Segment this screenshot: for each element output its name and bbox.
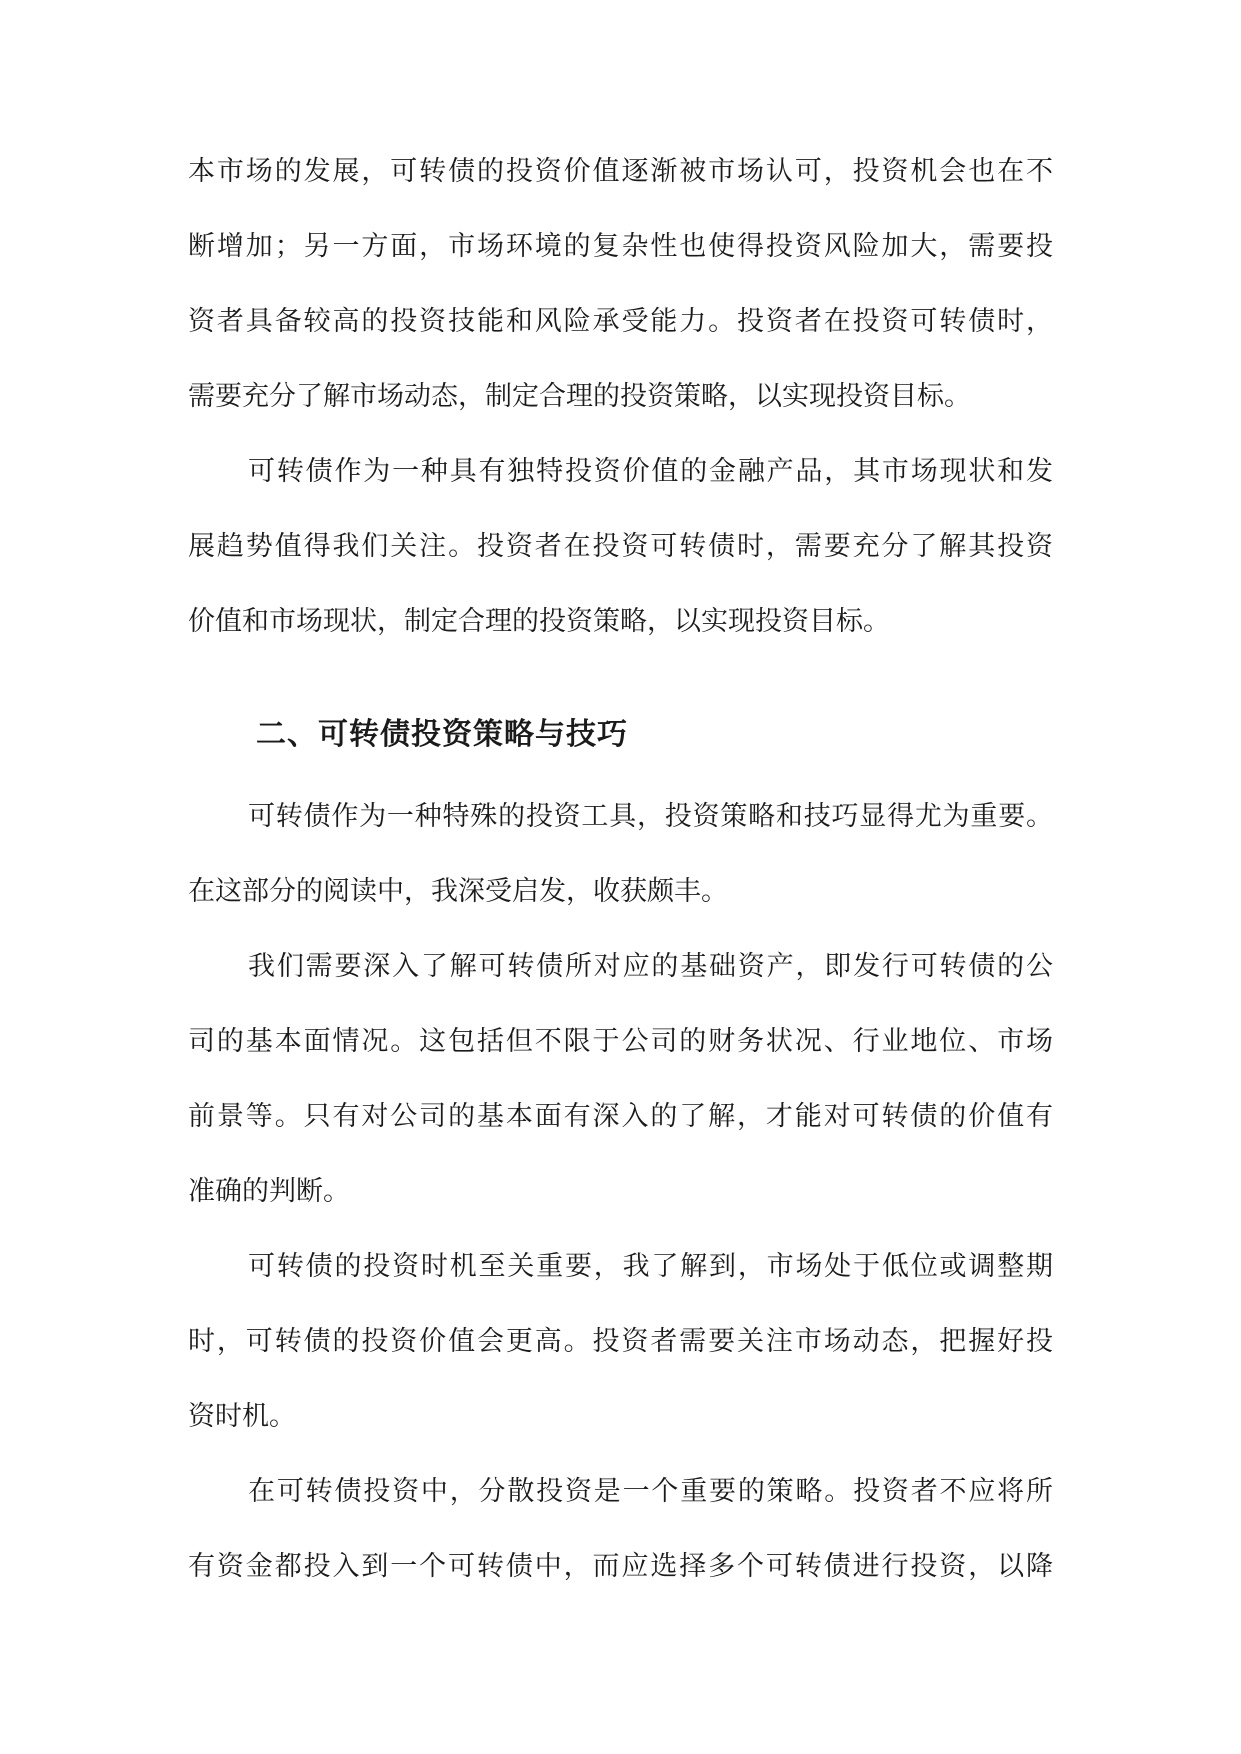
text-line: 资者具备较高的投资技能和风险承受能力。投资者在投资可转债时， bbox=[188, 306, 1053, 337]
section-heading: 二、可转债投资策略与技巧 bbox=[256, 717, 628, 752]
text-line: 有资金都投入到一个可转债中，而应选择多个可转债进行投资，以降 bbox=[188, 1551, 1053, 1582]
text-line: 价值和市场现状，制定合理的投资策略，以实现投资目标。 bbox=[188, 606, 890, 637]
text-line: 资时机。 bbox=[188, 1401, 296, 1432]
text-line: 时，可转债的投资价值会更高。投资者需要关注市场动态，把握好投 bbox=[188, 1326, 1053, 1357]
text-line: 在这部分的阅读中，我深受启发，收获颇丰。 bbox=[188, 876, 728, 907]
text-line: 前景等。只有对公司的基本面有深入的了解，才能对可转债的价值有 bbox=[188, 1101, 1053, 1132]
text-line: 准确的判断。 bbox=[188, 1176, 350, 1207]
text-line: 断增加；另一方面，市场环境的复杂性也使得投资风险加大，需要投 bbox=[188, 231, 1053, 262]
paragraph-first-line: 可转债作为一种具有独特投资价值的金融产品，其市场现状和发 bbox=[248, 456, 1053, 487]
text-line: 需要充分了解市场动态，制定合理的投资策略，以实现投资目标。 bbox=[188, 381, 971, 412]
text-line: 展趋势值得我们关注。投资者在投资可转债时，需要充分了解其投资 bbox=[188, 531, 1053, 562]
text-line: 司的基本面情况。这包括但不限于公司的财务状况、行业地位、市场 bbox=[188, 1026, 1053, 1057]
paragraph-first-line: 在可转债投资中，分散投资是一个重要的策略。投资者不应将所 bbox=[248, 1476, 1053, 1507]
paragraph-first-line: 我们需要深入了解可转债所对应的基础资产，即发行可转债的公 bbox=[248, 951, 1053, 982]
paragraph-first-line: 可转债的投资时机至关重要，我了解到，市场处于低位或调整期 bbox=[248, 1251, 1053, 1282]
paragraph-first-line: 可转债作为一种特殊的投资工具，投资策略和技巧显得尤为重要。 bbox=[248, 801, 1053, 832]
text-line: 本市场的发展，可转债的投资价值逐渐被市场认可，投资机会也在不 bbox=[188, 156, 1053, 187]
